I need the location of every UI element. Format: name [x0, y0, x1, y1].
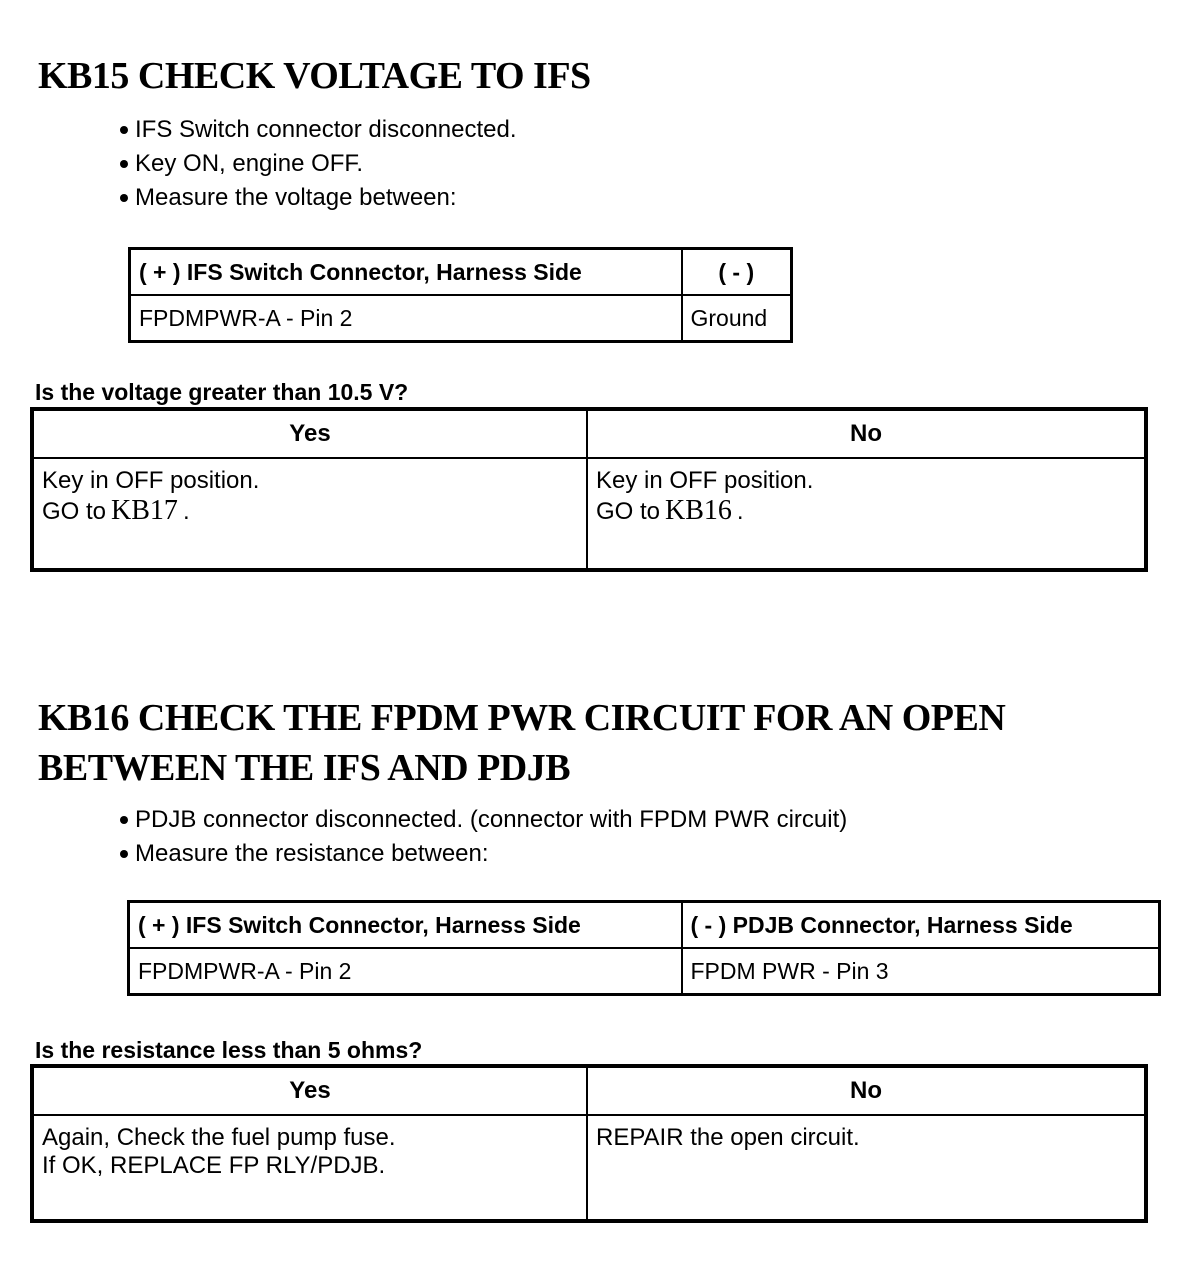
list-item — [120, 837, 847, 871]
kb15-decision-table — [30, 407, 1148, 572]
bullet-icon — [120, 126, 128, 134]
decision-cell-no — [587, 1115, 1146, 1221]
goto-suffix: . — [182, 498, 190, 525]
decision-yes-text-2: If OK, REPLACE FP RLY/PDJB. — [42, 1152, 386, 1179]
list-item — [120, 803, 847, 837]
kb15-step-title — [38, 51, 591, 101]
measurement-cell-negative: Ground — [682, 295, 792, 342]
measurement-header-negative: ( - ) PDJB Connector, Harness Side — [682, 902, 1160, 949]
decision-header-yes: Yes — [32, 409, 587, 458]
bullet-text: Measure the voltage between: — [135, 184, 457, 211]
goto-line — [42, 495, 576, 527]
kb16-title-line1: KB16 CHECK THE FPDM PWR CIRCUIT FOR AN OPEN — [38, 697, 1006, 740]
list-item — [120, 147, 517, 181]
bullet-icon — [120, 850, 128, 858]
measurement-cell-negative: FPDM PWR - Pin 3 — [682, 948, 1160, 995]
decision-no-text: Key in OFF position. — [595, 467, 814, 494]
goto-prefix: GO to — [595, 498, 661, 525]
bullet-icon — [120, 816, 128, 824]
bullet-icon — [120, 160, 128, 168]
measurement-cell-positive: FPDMPWR-A - Pin 2 — [129, 948, 682, 995]
decision-no-text: REPAIR the open circuit. — [595, 1124, 860, 1151]
bullet-text: Key ON, engine OFF. — [135, 150, 364, 177]
decision-header-yes: Yes — [32, 1066, 587, 1115]
measurement-header-positive: ( + ) IFS Switch Connector, Harness Side — [130, 249, 682, 296]
goto-suffix: . — [736, 498, 744, 525]
kb16-title-line2: BETWEEN THE IFS AND PDJB — [38, 747, 571, 790]
table-row — [32, 458, 1146, 570]
table-row — [32, 1115, 1146, 1221]
decision-yes-text: Key in OFF position. — [42, 467, 260, 494]
goto-prefix: GO to — [42, 498, 107, 525]
bullet-text: IFS Switch connector disconnected. — [135, 116, 517, 143]
list-item — [120, 181, 517, 215]
list-item — [120, 113, 517, 147]
decision-cell-no — [587, 458, 1146, 570]
table-row — [129, 948, 1160, 995]
link-kb16[interactable]: KB16 — [665, 495, 732, 526]
bullet-icon — [120, 194, 128, 202]
kb16-decision-table — [30, 1064, 1148, 1223]
kb16-bullet-list — [120, 803, 847, 871]
goto-line — [596, 495, 1134, 527]
decision-yes-text-1: Again, Check the fuel pump fuse. — [42, 1124, 396, 1151]
kb15-measurement-table — [128, 247, 793, 343]
measurement-header-negative: ( - ) — [682, 249, 792, 296]
decision-header-no: No — [587, 409, 1146, 458]
decision-cell-yes — [32, 1115, 587, 1221]
kb15-title-text: KB15 CHECK VOLTAGE TO IFS — [38, 55, 591, 98]
kb15-question: Is the voltage greater than 10.5 V? — [35, 379, 409, 405]
kb16-step-title — [38, 693, 1005, 793]
bullet-text: PDJB connector disconnected. (connector with FPDM PWR circuit) — [135, 806, 848, 833]
decision-header-no: No — [587, 1066, 1146, 1115]
link-kb17[interactable]: KB17 — [111, 495, 178, 526]
bullet-text: Measure the resistance between: — [135, 840, 489, 867]
kb16-question: Is the resistance less than 5 ohms? — [35, 1037, 423, 1063]
measurement-cell-positive: FPDMPWR-A - Pin 2 — [130, 295, 682, 342]
kb16-measurement-table — [127, 900, 1161, 996]
measurement-header-positive: ( + ) IFS Switch Connector, Harness Side — [129, 902, 682, 949]
table-row — [130, 295, 792, 342]
decision-cell-yes — [32, 458, 587, 570]
kb15-bullet-list — [120, 113, 517, 215]
